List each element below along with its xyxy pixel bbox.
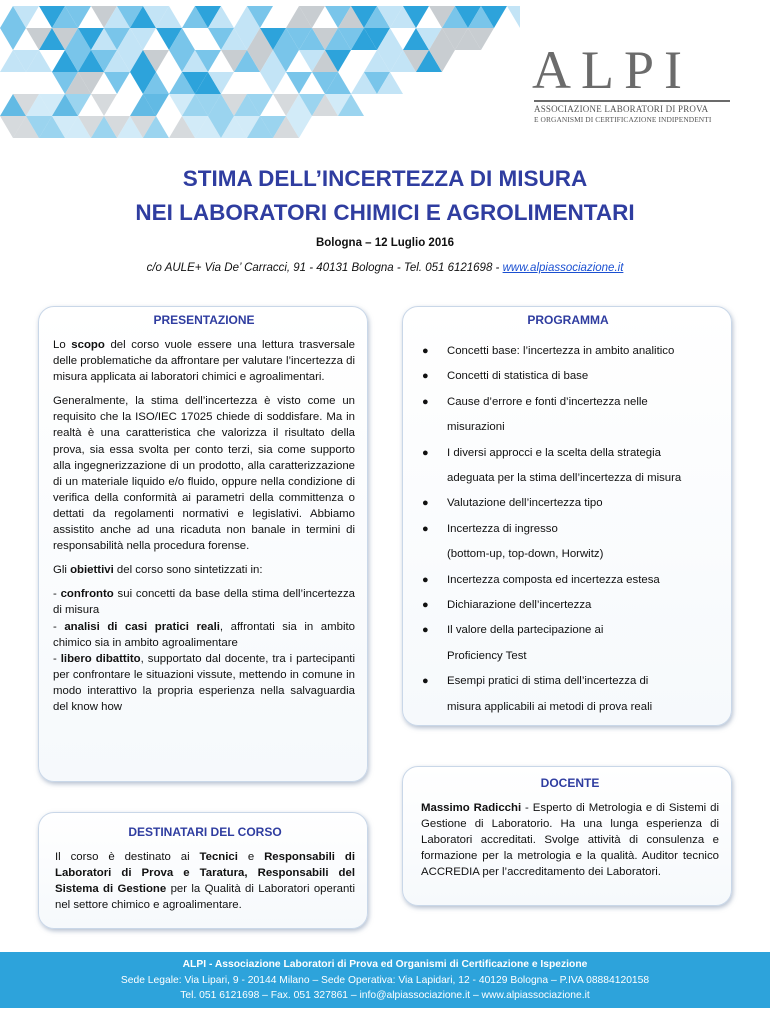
programma-item-line: Cause d’errore e fonti d’incertezza nelle [447,395,648,408]
obiettivi-intro: Gli obiettivi del corso sono sintetizzati in: [53,564,263,577]
programma-list [417,339,719,720]
programma-item [417,593,719,618]
programma-item-line: Concetti di statistica di base [447,370,589,383]
docente-box [402,766,732,906]
logo-subtitle-1: ASSOCIAZIONE LABORATORI DI PROVA [534,104,709,114]
bullet-icon: ● [422,522,429,535]
bullet-icon: ● [422,395,429,408]
programma-heading: PROGRAMMA [527,313,609,327]
logo-subtitle-2: E ORGANISMI DI CERTIFICAZIONE INDIPENDENTI [534,115,712,124]
title-line-1: STIMA DELL’INCERTEZZA DI MISURA [182,166,588,191]
event-address [0,262,770,274]
triangle-shape [260,72,286,94]
programma-item-line: I diversi approcci e la scelta della strategia [447,446,661,459]
programma-item-line: Dichiarazione dell’incertezza [447,599,592,612]
presentazione-box [38,306,368,782]
programma-item-line: adeguata per la stima dell’incertezza di misura [447,472,682,485]
programma-item [417,669,719,720]
programma-item-line: (bottom-up, top-down, Horwitz) [447,548,604,561]
event-date: Bologna – 12 Luglio 2016 [315,237,455,249]
obiettivi-list: - confronto sui concetti da base della stima dell’incertezza di misura - analisi di casi pratici reali, affrontati sia in ambito chimico sia in ambito agroalimentare - libero dibattito, supportato dal docente, tra i partecipanti per confrontare le situazioni vissute, mettendo in comune in modo interattivo la propria esperienza nella salvaguardia del know how [53,588,355,713]
logo-divider [534,100,730,102]
footer-bar [0,952,770,1008]
programma-item [417,441,719,492]
bullet-icon: ● [422,345,429,357]
programma-item-line: Esempi pratici di stima dell’incertezza di [447,675,649,688]
docente-text: Massimo Radicchi - Esperto di Metrologia e di Sistemi di Gestione di Laboratorio. Ha una lunga esperienza di Laboratori accreditati. Svolge attività di consulenza e formazione per la metrologia e la qualità. Auditor tecnico ACCREDIA per l’accreditamento dei Laboratori. [421,802,719,879]
programma-item-line: Incertezza di ingresso [447,522,558,535]
programma-box [402,306,732,726]
programma-item [417,364,719,389]
bullet-icon: ● [422,446,429,459]
footer-line-1: ALPI - Associazione Laboratori di Prova ed Organismi di Certificazione e Ispezione [182,959,588,970]
alpi-logo [532,42,738,144]
docente-heading: DOCENTE [540,776,600,790]
bullet-icon: ● [422,573,429,586]
programma-item [417,390,719,441]
triangle-shape [0,28,26,50]
bullet-icon: ● [422,675,429,688]
logo-name: ALPI [532,40,692,100]
address-text: c/o AULE+ Via De’ Carracci, 91 - 40131 Bologna - Tel. 051 6121698 - [146,262,503,274]
title-line-2: NEI LABORATORI CHIMICI E AGROLIMENTARI [135,200,635,225]
programma-item-line: Incertezza composta ed incertezza estesa [447,573,660,586]
bullet-icon: ● [422,497,429,510]
scopo-paragraph: Lo scopo del corso vuole essere una lettura trasversale delle problematiche da affrontare per valutare l’incertezza di misura applicata ai laboratori chimici e agroalimentari. [53,339,355,384]
footer-line-2: Sede Legale: Via Lipari, 9 - 20144 Milano – Sede Operativa: Via Lapidari, 12 - 40129 Bologna – P.IVA 08884120158 [120,974,650,986]
triangle-shape [507,6,520,28]
presentazione-heading: PRESENTAZIONE [153,313,255,327]
triangle-shape [104,72,130,94]
programma-item-line: Concetti base: l’incertezza in ambito analitico [447,345,675,357]
programma-item-line: Proficiency Test [447,649,527,662]
programma-item [417,517,719,568]
footer-line-3: Tel. 051 6121698 – Fax. 051 327861 – info@alpiassociazione.it – www.alpiassociazione.it [180,990,590,1001]
programma-item-line: misura applicabili ai metodi di prova reali [447,700,653,713]
programma-item-line: misurazioni [447,421,505,434]
programma-item [417,339,719,364]
header-triangle-pattern [0,0,520,140]
website-link[interactable]: www.alpiassociazione.it [502,262,624,274]
destinatari-heading: DESTINATARI DEL CORSO [128,825,282,839]
triangle-shape [91,94,117,116]
programma-item [417,568,719,593]
programma-item [417,491,719,516]
bullet-icon: ● [422,370,429,383]
programma-item [417,618,719,669]
bullet-icon: ● [422,624,429,637]
programma-item-line: Il valore della partecipazione ai [447,624,604,637]
triangle-shape [286,72,312,94]
generalmente-paragraph: Generalmente, la stima dell’incertezza è visto come un requisito che la ISO/IEC 17025 chiede di soddisfare. Ma in realtà è una caratteristica che valorizza il risultato della prova, sia essa svolta per conto terzi, sia come supporto alla ingegnerizzazione di un prodotto, alla caratterizzazione di un materiale liquido e/o fluido, oppure nella condizione di verifica della conformità ai parametri della committenza o dettati da regolamenti normativi e legislativi. Abbiamo assistito anche ad una ricaduta non banale in termini di responsabilità nella procedura forense. [53,395,355,553]
programma-item-line: Valutazione dell’incertezza tipo [447,497,603,510]
bullet-icon: ● [422,599,429,612]
destinatari-box [38,812,368,929]
destinatari-text: Il corso è destinato ai Tecnici e Responsabili di Laboratori di Prova e Taratura, Responsabili del Sistema di Gestione per la Qualità di Laboratori operanti nel settore chimico e agroalimentare. [55,851,355,912]
